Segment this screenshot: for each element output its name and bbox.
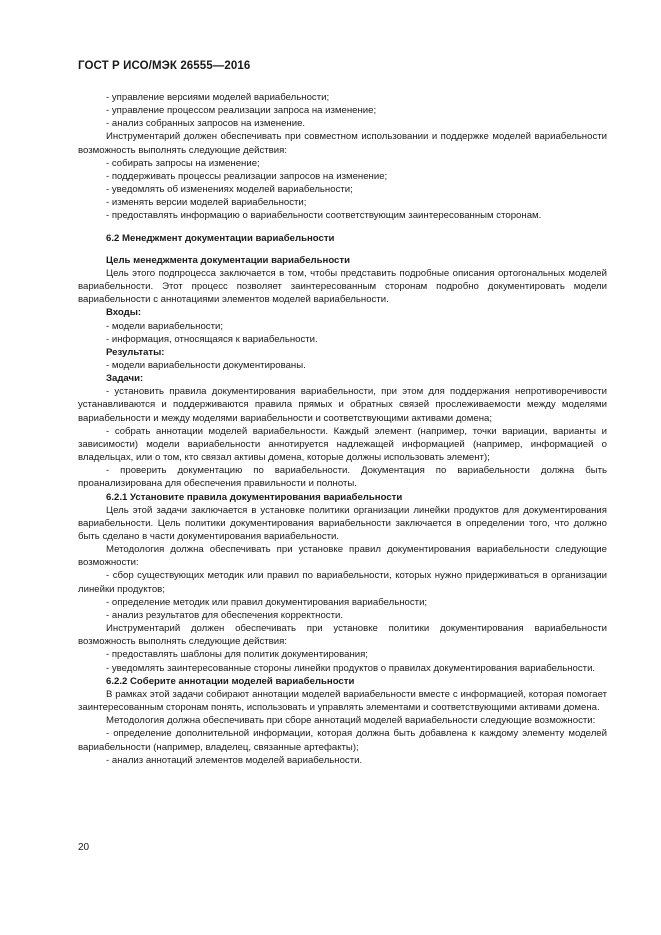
list-item: - поддерживать процессы реализации запросов на изменение;: [106, 170, 388, 182]
list-item: - собирать запросы на изменение;: [106, 157, 260, 169]
subheading: Задачи:: [106, 373, 144, 385]
list-item: - управление версиями моделей вариабельности;: [106, 92, 330, 103]
list-item: - определение дополнительной информации, которая должна быть добавлена к каждому элементу моделей вариабельности (например, владелец, связанные артефакты);: [78, 728, 607, 753]
paragraph: Методология должна обеспечивать при сборе аннотаций моделей вариабельности следующие возможности:: [106, 715, 596, 727]
list-item: - управление процессом реализации запроса на изменение;: [106, 105, 377, 117]
list-item: - изменять версии моделей вариабельности;: [106, 197, 307, 209]
subheading: Цель менеджмента документации вариабельности: [106, 254, 350, 266]
section-heading: 6.2 Менеджмент документации вариабельности: [106, 232, 335, 244]
subheading: Входы:: [106, 307, 142, 319]
list-item: - информация, относящаяся к вариабельности.: [106, 333, 318, 345]
subheading: Результаты:: [106, 346, 165, 358]
list-item: - модели вариабельности документированы.: [106, 359, 306, 371]
paragraph: В рамках этой задачи собирают аннотации моделей вариабельности вместе с информацией, которая помогает заинтересованным сторонам понять, использовать и управлять элементами и соответствующими активами домена.: [78, 688, 607, 714]
list-item: - модели вариабельности;: [106, 320, 224, 332]
list-item: - проверить документацию по вариабельности. Документация по вариабельности должна быть проанализирована для обеспечения правильности и полноты.: [78, 465, 607, 490]
document-header: ГОСТ Р ИСО/МЭК 26555—2016: [78, 60, 251, 72]
paragraph: Инструментарий должен обеспечивать при совместном использовании и поддержке моделей вариабельности возможность выполнять следующие действия:: [78, 131, 607, 156]
list-item: - установить правила документирования вариабельности, при этом для поддержания непротиворечивости устанавливаются и поддерживаются правила прямых и обратных связей прослеживаемости между моделями вариабельности и между моделями вариабельности и соответствующими активами домена;: [78, 386, 607, 424]
paragraph: Инструментарий должен обеспечивать при установке политики документирования вариабельности возможность выполнять следующие действия:: [78, 623, 607, 648]
list-item: - предоставлять информацию о вариабельности соответствующим заинтересованным сторонам.: [106, 210, 542, 222]
list-item: - анализ аннотаций элементов моделей вариабельности.: [106, 754, 363, 766]
list-item: - сбор существующих методик или правил по вариабельности, которых нужно придерживаться в организации линейки продуктов;: [78, 570, 607, 595]
list-item: - анализ собранных запросов на изменение.: [106, 118, 306, 130]
page-body: [78, 91, 607, 767]
paragraph: Методология должна обеспечивать при установке правил документирования вариабельности следующие возможности:: [78, 544, 607, 569]
section-heading: 6.2.2 Соберите аннотации моделей вариабельности: [106, 675, 355, 687]
paragraph: Цель этого подпроцесса заключается в том, чтобы представить подробные описания ортогональных моделей вариабельности. Этот процесс позволяет заинтересованным сторонам подробно документировать модели вариабельности с аннотациями элементов моделей вариабельности.: [78, 267, 607, 306]
list-item: - уведомлять об изменениях моделей вариабельности;: [106, 184, 353, 196]
list-item: - определение методик или правил документирования вариабельности;: [106, 596, 428, 608]
list-item: - уведомлять заинтересованные стороны линейки продуктов о правилах документирования вариабельности.: [106, 662, 596, 674]
list-item: - анализ результатов для обеспечения корректности.: [106, 609, 343, 621]
section-heading: 6.2.1 Установите правила документирования вариабельности: [106, 491, 403, 503]
paragraph: Цель этой задачи заключается в установке политики организации линейки продуктов для документирования вариабельности. Цель политики документирования вариабельности заключается в определении того, что должно быть сделано в части документирования вариабельности.: [78, 504, 607, 542]
list-item: - собрать аннотации моделей вариабельности. Каждый элемент (например, точки вариации, варианты и зависимости) модели вариабельности аннотируется надлежащей информацией (например, информацией о владельцах, или о том, кто связал активы домена, которые должны использовать элемент);: [78, 425, 607, 464]
page-number: 20: [78, 842, 90, 853]
list-item: - предоставлять шаблоны для политик документирования;: [106, 649, 368, 661]
